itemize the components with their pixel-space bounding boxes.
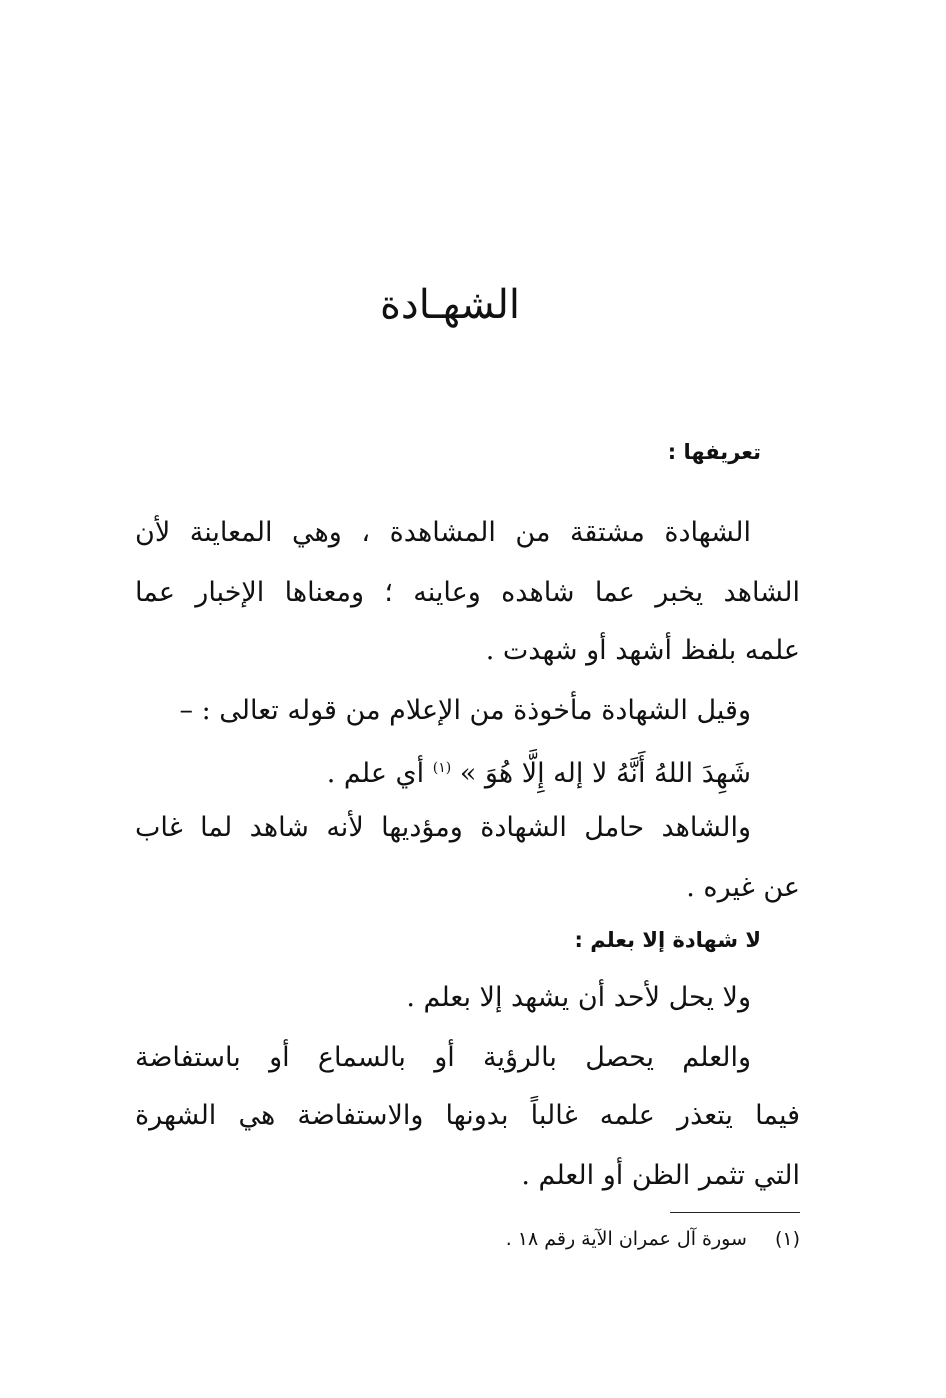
paragraph-line: فيما يتعذر علمه غالباً بدونها والاستفاضة هي الشهرة xyxy=(135,1100,800,1131)
paragraph-line: وقيل الشهادة مأخوذة من الإعلام من قوله تعالى : – xyxy=(179,695,751,726)
paragraph-line: والعلم يحصل بالرؤية أو بالسماع أو باستفاضة xyxy=(135,1042,751,1073)
verse-explanation: أي علم . xyxy=(326,758,425,789)
paragraph-line: ولا يحل لأحد أن يشهد إلا بعلم . xyxy=(406,982,751,1013)
footnote-divider xyxy=(670,1212,800,1213)
footnote-number: (١) xyxy=(774,1228,800,1250)
footnote xyxy=(506,1228,800,1250)
paragraph-line: الشاهد يخبر عما شاهده وعاينه ؛ ومعناها الإخبار عما xyxy=(135,577,800,608)
footnote-text: سورة آل عمران الآية رقم ١٨ . xyxy=(505,1228,747,1250)
paragraph-line: التي تثمر الظن أو العلم . xyxy=(521,1160,800,1191)
paragraph-line: الشهادة مشتقة من المشاهدة ، وهي المعاينة لأن xyxy=(135,517,751,548)
verse-line xyxy=(135,750,751,792)
knowledge-heading: لا شهادة إلا بعلم : xyxy=(574,928,761,952)
definition-heading: تعريفها : xyxy=(667,440,761,464)
paragraph-line: علمه بلفظ أشهد أو شهدت . xyxy=(485,635,800,666)
verse-text: شَهِدَ اللهُ أَنَّهُ لا إله إِلَّا هُوَ » xyxy=(459,758,751,789)
paragraph-line: عن غيره . xyxy=(686,872,800,903)
footnote-reference: (١) xyxy=(432,760,452,776)
page-title: الشهـادة xyxy=(379,282,521,328)
paragraph-line: والشاهد حامل الشهادة ومؤديها لأنه شاهد لما غاب xyxy=(135,812,751,843)
